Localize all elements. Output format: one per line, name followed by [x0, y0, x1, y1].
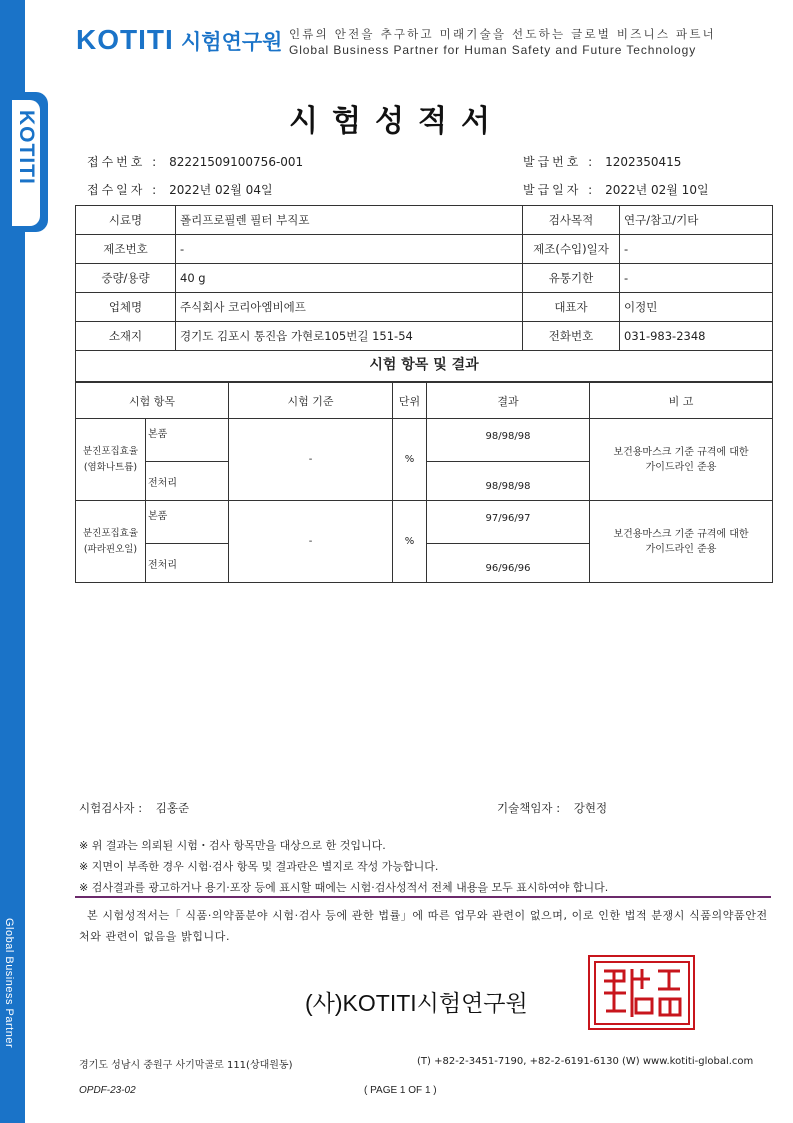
- result-standard: -: [229, 419, 393, 501]
- tech-manager-label: 기술책임자 :: [497, 801, 561, 815]
- info-label: 소재지: [76, 322, 176, 351]
- result-sub: 전처리: [146, 462, 229, 501]
- tester-name: 김홍준: [155, 801, 190, 815]
- header-result: 결과: [427, 383, 590, 419]
- info-label: 업체명: [76, 293, 176, 322]
- issue-no-row: [523, 153, 681, 170]
- issue-no-label: 발급번호 :: [523, 155, 596, 169]
- info-value: 연구/참고/기타: [620, 206, 773, 235]
- result-item: 분진포집효율 (파라핀오일): [76, 501, 146, 583]
- tester-row: [79, 800, 189, 816]
- info-value: 031-983-2348: [620, 322, 773, 351]
- table-row: [76, 206, 773, 235]
- info-label: 제조번호: [76, 235, 176, 264]
- info-value: 40 g: [176, 264, 523, 293]
- info-value: 이정민: [620, 293, 773, 322]
- result-item: 분진포집효율 (염화나트륨): [76, 419, 146, 501]
- issue-date-row: [523, 181, 709, 198]
- side-tab-logo: KOTITI: [15, 110, 38, 185]
- header-standard: 시험 기준: [229, 383, 393, 419]
- result-value: 97/96/97: [427, 501, 590, 544]
- header-note: 비 고: [590, 383, 773, 419]
- note-2: ※ 지면이 부족한 경우 시험·검사 항목 및 결과란은 별지로 작성 가능합니다.: [79, 860, 439, 873]
- note-1: ※ 위 결과는 의뢰된 시험・검사 항목만을 대상으로 한 것입니다.: [79, 839, 386, 852]
- info-value: 폴리프로필렌 필터 부직포: [176, 206, 523, 235]
- table-row: [76, 293, 773, 322]
- sample-info-table: [75, 205, 773, 351]
- info-value: -: [176, 235, 523, 264]
- footer-contact: (T) +82-2-3451-7190, +82-2-6191-6130 (W) www.kotiti-global.com: [417, 1056, 754, 1067]
- tech-manager-row: [497, 800, 607, 816]
- divider: [75, 896, 771, 898]
- official-seal: [588, 955, 695, 1030]
- footer-address: 경기도 성남시 중원구 사기막골로 111(상대원동): [79, 1060, 293, 1071]
- receipt-no-value: 82221509100756-001: [169, 155, 304, 169]
- header-unit: 단위: [393, 383, 427, 419]
- note-3: ※ 검사결과를 광고하거나 용기·포장 등에 표시할 때에는 시험·검사성적서 전체 내용을 모두 표시하여야 합니다.: [79, 881, 609, 894]
- issue-no-value: 1202350415: [605, 155, 682, 169]
- issue-date-value: 2022년 02월 10일: [605, 183, 709, 197]
- results-section-title: 시험 항목 및 결과: [75, 349, 773, 382]
- result-unit: %: [393, 501, 427, 583]
- legal-statement: 본 시험성적서는「 식품·의약품분야 시험·검사 등에 관한 법률」에 따른 업무와 관련이 없으며, 이로 인한 법적 분쟁시 식품의약품안전처와 관련이 없음을 밝힙니다.: [79, 909, 768, 943]
- receipt-date-value: 2022년 02월 04일: [169, 183, 273, 197]
- table-row: [76, 235, 773, 264]
- result-unit: %: [393, 419, 427, 501]
- result-standard: -: [229, 501, 393, 583]
- info-value: -: [620, 235, 773, 264]
- info-value: 주식회사 코리아엠비에프: [176, 293, 523, 322]
- document-title: 시험성적서: [289, 104, 504, 139]
- info-label: 전화번호: [523, 322, 620, 351]
- info-label: 중량/용량: [76, 264, 176, 293]
- side-slogan: Global Business Partner: [3, 918, 15, 1049]
- info-label: 검사목적: [523, 206, 620, 235]
- issue-date-label: 발급일자 :: [523, 183, 596, 197]
- receipt-date-label: 접수일자 :: [87, 183, 160, 197]
- table-row: [76, 322, 773, 351]
- info-label: 제조(수입)일자: [523, 235, 620, 264]
- result-value: 98/98/98: [427, 462, 590, 501]
- results-header-row: [76, 383, 773, 419]
- logo-ko: 시험연구원: [181, 30, 283, 54]
- results-table: [75, 382, 773, 583]
- page-indicator: ( PAGE 1 OF 1 ): [364, 1085, 437, 1096]
- info-label: 유통기한: [523, 264, 620, 293]
- tech-manager-name: 강현정: [573, 801, 608, 815]
- result-sub: 본품: [146, 501, 229, 544]
- organization-name: (사)KOTITI시험연구원: [305, 990, 528, 1016]
- tester-label: 시험검사자 :: [79, 801, 143, 815]
- form-code: OPDF-23-02: [79, 1085, 136, 1096]
- tagline-en: Global Business Partner for Human Safety and Future Technology: [289, 43, 697, 57]
- info-value: 경기도 김포시 통진읍 가현로105번길 151-54: [176, 322, 523, 351]
- result-sub: 전처리: [146, 544, 229, 583]
- table-row: [76, 419, 773, 462]
- result-value: 98/98/98: [427, 419, 590, 462]
- seal-icon: [592, 959, 692, 1027]
- receipt-no-label: 접수번호 :: [87, 155, 160, 169]
- tagline-ko: 인류의 안전을 추구하고 미래기술을 선도하는 글로벌 비즈니스 파트너: [289, 27, 716, 41]
- info-value: -: [620, 264, 773, 293]
- receipt-no-row: [87, 153, 303, 170]
- result-value: 96/96/96: [427, 544, 590, 583]
- info-label: 대표자: [523, 293, 620, 322]
- logo-en: KOTITI: [76, 24, 174, 55]
- table-row: [76, 501, 773, 544]
- result-sub: 본품: [146, 419, 229, 462]
- header-item: 시험 항목: [76, 383, 229, 419]
- receipt-date-row: [87, 181, 273, 198]
- table-row: [76, 264, 773, 293]
- result-note: 보건용마스크 기준 규격에 대한 가이드라인 준용: [590, 501, 773, 583]
- result-note: 보건용마스크 기준 규격에 대한 가이드라인 준용: [590, 419, 773, 501]
- info-label: 시료명: [76, 206, 176, 235]
